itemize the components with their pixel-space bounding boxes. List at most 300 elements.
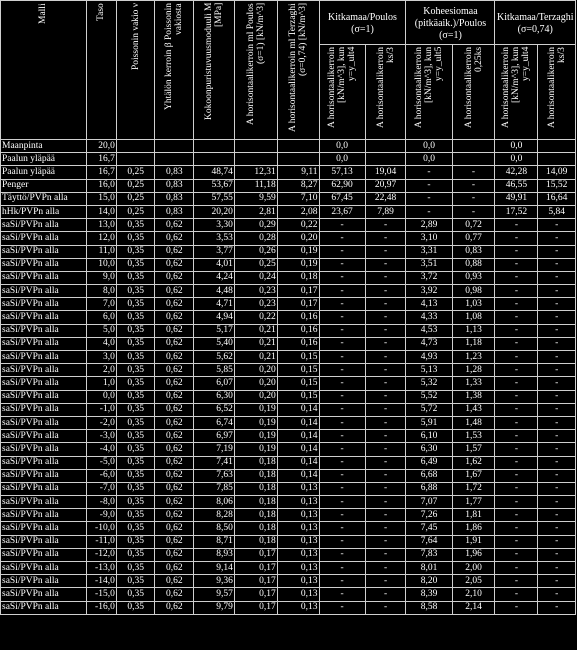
table-cell: 0,35 — [116, 535, 155, 548]
table-cell: saSi/PVPn alla — [1, 522, 87, 535]
table-cell: 0,14 — [277, 443, 319, 456]
table-cell: 2,14 — [452, 601, 495, 614]
table-cell: 0,17 — [234, 548, 277, 561]
table-cell: 4,13 — [406, 298, 452, 311]
table-cell: 1,77 — [452, 496, 495, 509]
table-cell: 0,83 — [155, 166, 194, 179]
table-cell: saSi/PVPn alla — [1, 351, 87, 364]
table-cell: 0,19 — [234, 416, 277, 429]
table-cell: - — [495, 311, 538, 324]
table-cell: 0,62 — [155, 377, 194, 390]
table-cell: 7,85 — [194, 482, 235, 495]
table-cell: 0,72 — [452, 219, 495, 232]
table-cell: 22,48 — [365, 192, 406, 205]
table-cell: - — [319, 548, 365, 561]
table-body — [1, 140, 576, 615]
table-row — [1, 324, 576, 337]
table-cell: 0,62 — [155, 403, 194, 416]
table-cell: 3,53 — [194, 232, 235, 245]
table-cell: 0,62 — [155, 285, 194, 298]
table-cell: 0,62 — [155, 601, 194, 614]
group-kitkamaa-terzaghi: Kitkamaa/Terzaghi (σ=0,74) — [495, 1, 576, 45]
table-cell: 0,35 — [116, 219, 155, 232]
table-cell: - — [495, 601, 538, 614]
table-row — [1, 285, 576, 298]
table-cell: 8,01 — [406, 562, 452, 575]
table-cell: 0,62 — [155, 351, 194, 364]
table-cell: 0,62 — [155, 575, 194, 588]
table-cell: - — [365, 364, 406, 377]
table-cell: saSi/PVPn alla — [1, 588, 87, 601]
table-cell: - — [538, 509, 576, 522]
table-cell: 4,71 — [194, 298, 235, 311]
table-cell: saSi/PVPn alla — [1, 219, 87, 232]
table-cell: 20,20 — [194, 205, 235, 218]
table-cell — [155, 153, 194, 166]
table-row — [1, 245, 576, 258]
table-cell: - — [319, 377, 365, 390]
table-cell: 2,08 — [277, 205, 319, 218]
table-cell: 42,28 — [495, 166, 538, 179]
table-cell: - — [495, 416, 538, 429]
table-cell: 0,62 — [155, 337, 194, 350]
table-cell: 0,18 — [234, 469, 277, 482]
table-cell: 8,20 — [406, 575, 452, 588]
table-row — [1, 258, 576, 271]
table-cell: 15,0 — [86, 192, 116, 205]
table-cell: 1,28 — [452, 364, 495, 377]
table-cell: 0,62 — [155, 535, 194, 548]
table-cell: - — [495, 482, 538, 495]
table-cell: 2,0 — [86, 364, 116, 377]
table-cell: 0,62 — [155, 364, 194, 377]
table-cell: 4,33 — [406, 311, 452, 324]
table-cell: 1,43 — [452, 403, 495, 416]
table-cell: -6,0 — [86, 469, 116, 482]
table-cell: - — [365, 496, 406, 509]
table-cell: - — [365, 482, 406, 495]
table-cell — [194, 140, 235, 153]
table-cell: - — [319, 496, 365, 509]
table-cell: 0,62 — [155, 416, 194, 429]
table-cell: - — [365, 562, 406, 575]
table-cell: 5,72 — [406, 403, 452, 416]
table-cell: - — [495, 271, 538, 284]
table-cell: 3,77 — [194, 245, 235, 258]
table-cell: 1,23 — [452, 351, 495, 364]
table-cell: 0,21 — [234, 324, 277, 337]
table-cell: 11,0 — [86, 245, 116, 258]
table-cell: 0,13 — [277, 522, 319, 535]
table-cell: 3,0 — [86, 351, 116, 364]
table-cell: 0,62 — [155, 443, 194, 456]
table-cell: 0,35 — [116, 298, 155, 311]
table-cell: saSi/PVPn alla — [1, 337, 87, 350]
table-row — [1, 496, 576, 509]
table-cell: 0,35 — [116, 324, 155, 337]
table-row — [1, 377, 576, 390]
table-cell: - — [495, 351, 538, 364]
table-cell: - — [495, 443, 538, 456]
table-cell: saSi/PVPn alla — [1, 430, 87, 443]
table-cell: - — [495, 403, 538, 416]
table-cell: 53,67 — [194, 179, 235, 192]
table-cell: saSi/PVPn alla — [1, 285, 87, 298]
table-cell: hHk/PVPn alla — [1, 205, 87, 218]
table-cell: 0,62 — [155, 496, 194, 509]
table-cell: saSi/PVPn alla — [1, 403, 87, 416]
table-cell: 0,28 — [234, 232, 277, 245]
table-cell: 5,91 — [406, 416, 452, 429]
table-cell: 0,23 — [234, 285, 277, 298]
table-cell: 6,10 — [406, 430, 452, 443]
table-cell: - — [365, 535, 406, 548]
table-cell: 16,64 — [538, 192, 576, 205]
table-cell: - — [365, 416, 406, 429]
table-cell: 3,92 — [406, 285, 452, 298]
table-cell: -14,0 — [86, 575, 116, 588]
table-cell — [452, 153, 495, 166]
table-cell: - — [319, 430, 365, 443]
table-cell — [538, 140, 576, 153]
table-cell: 5,13 — [406, 364, 452, 377]
table-cell: 0,17 — [234, 575, 277, 588]
table-cell: - — [538, 482, 576, 495]
header-g2b: A horisontaalikerroin 0,25ks — [452, 45, 495, 140]
table-cell: 0,16 — [277, 311, 319, 324]
table-cell: 0,21 — [234, 337, 277, 350]
table-cell: - — [538, 377, 576, 390]
table-cell: - — [319, 298, 365, 311]
header-a-terzaghi: A horisontaalikerroin ml Terzaghi (σ=0,74) [kN/m^3] — [277, 1, 319, 140]
table-cell: 0,35 — [116, 232, 155, 245]
table-cell: 6,07 — [194, 377, 235, 390]
table-cell: 0,35 — [116, 522, 155, 535]
table-cell: 8,93 — [194, 548, 235, 561]
table-cell: - — [319, 271, 365, 284]
table-cell: saSi/PVPn alla — [1, 258, 87, 271]
table-cell: 0,35 — [116, 364, 155, 377]
table-cell: 0,17 — [234, 601, 277, 614]
table-cell: - — [365, 509, 406, 522]
table-cell: 0,13 — [277, 509, 319, 522]
table-cell: 0,19 — [277, 245, 319, 258]
table-cell: 0,83 — [155, 205, 194, 218]
table-row — [1, 575, 576, 588]
table-cell: 9,11 — [277, 166, 319, 179]
table-cell: - — [495, 232, 538, 245]
table-cell: - — [365, 232, 406, 245]
table-cell: saSi/PVPn alla — [1, 443, 87, 456]
table-cell: 7,64 — [406, 535, 452, 548]
table-cell: 13,0 — [86, 219, 116, 232]
table-cell: - — [495, 575, 538, 588]
table-cell: 0,13 — [277, 496, 319, 509]
table-cell: - — [319, 535, 365, 548]
table-row — [1, 430, 576, 443]
table-cell: 0,14 — [277, 430, 319, 443]
table-row — [1, 311, 576, 324]
table-cell: 0,19 — [277, 258, 319, 271]
table-cell: - — [495, 469, 538, 482]
table-cell: 6,0 — [86, 311, 116, 324]
table-cell: Paalun yläpää — [1, 166, 87, 179]
table-cell: - — [538, 496, 576, 509]
table-cell — [277, 140, 319, 153]
table-cell: 0,15 — [277, 364, 319, 377]
table-cell: 9,0 — [86, 271, 116, 284]
table-cell: - — [452, 166, 495, 179]
table-cell: - — [538, 469, 576, 482]
table-row — [1, 140, 576, 153]
table-cell: 5,84 — [538, 205, 576, 218]
table-cell: 0,13 — [277, 562, 319, 575]
table-cell: 4,0 — [86, 337, 116, 350]
table-cell: 1,96 — [452, 548, 495, 561]
table-cell: - — [495, 509, 538, 522]
table-cell — [538, 153, 576, 166]
table-cell: 17,52 — [495, 205, 538, 218]
table-cell: 0,13 — [277, 548, 319, 561]
table-cell: 0,0 — [86, 390, 116, 403]
table-cell: 9,14 — [194, 562, 235, 575]
table-cell: saSi/PVPn alla — [1, 482, 87, 495]
table-row — [1, 403, 576, 416]
table-cell: 1,81 — [452, 509, 495, 522]
table-cell: 1,0 — [86, 377, 116, 390]
table-cell: 0,0 — [406, 153, 452, 166]
table-cell: 0,26 — [234, 245, 277, 258]
table-cell: 6,88 — [406, 482, 452, 495]
table-row — [1, 416, 576, 429]
table-cell: -10,0 — [86, 522, 116, 535]
table-cell — [116, 153, 155, 166]
table-cell: - — [538, 351, 576, 364]
table-row — [1, 351, 576, 364]
table-row — [1, 548, 576, 561]
table-cell: 0,18 — [234, 496, 277, 509]
table-cell: - — [319, 509, 365, 522]
table-cell: 0,98 — [452, 285, 495, 298]
table-cell: 0,62 — [155, 509, 194, 522]
table-cell: - — [495, 456, 538, 469]
table-cell: saSi/PVPn alla — [1, 469, 87, 482]
table-cell: 0,23 — [234, 298, 277, 311]
table-cell: 20,0 — [86, 140, 116, 153]
table-cell: 0,0 — [495, 153, 538, 166]
table-cell: 9,59 — [234, 192, 277, 205]
table-cell: 57,13 — [319, 166, 365, 179]
table-cell: 16,0 — [86, 179, 116, 192]
table-cell: -5,0 — [86, 456, 116, 469]
table-cell: - — [495, 548, 538, 561]
table-cell: 3,51 — [406, 258, 452, 271]
table-cell: -12,0 — [86, 548, 116, 561]
table-cell: - — [538, 258, 576, 271]
table-cell: 7,0 — [86, 298, 116, 311]
table-cell: 1,38 — [452, 390, 495, 403]
table-cell: 0,35 — [116, 416, 155, 429]
table-row — [1, 271, 576, 284]
table-cell: - — [495, 337, 538, 350]
table-cell: - — [365, 469, 406, 482]
table-cell: 20,97 — [365, 179, 406, 192]
table-cell — [365, 153, 406, 166]
table-cell: Maanpinta — [1, 140, 87, 153]
table-cell: 0,62 — [155, 271, 194, 284]
table-cell: 9,79 — [194, 601, 235, 614]
table-cell: 0,20 — [234, 390, 277, 403]
table-cell: - — [365, 403, 406, 416]
table-cell: 0,62 — [155, 548, 194, 561]
table-cell: 0,19 — [234, 403, 277, 416]
table-cell: - — [495, 245, 538, 258]
table-cell: - — [538, 311, 576, 324]
table-row — [1, 456, 576, 469]
table-cell: - — [495, 219, 538, 232]
table-cell: - — [319, 258, 365, 271]
table-cell: saSi/PVPn alla — [1, 416, 87, 429]
table-cell — [234, 153, 277, 166]
table-cell: - — [538, 430, 576, 443]
table-cell: saSi/PVPn alla — [1, 311, 87, 324]
table-cell: 5,85 — [194, 364, 235, 377]
table-cell: - — [495, 364, 538, 377]
table-cell: 0,35 — [116, 258, 155, 271]
table-cell: 6,68 — [406, 469, 452, 482]
table-cell: - — [319, 456, 365, 469]
table-cell: 0,21 — [234, 351, 277, 364]
table-cell: - — [495, 390, 538, 403]
table-cell: 0,35 — [116, 509, 155, 522]
table-cell: 1,18 — [452, 337, 495, 350]
table-cell: 0,15 — [277, 390, 319, 403]
table-cell: 0,0 — [319, 140, 365, 153]
table-row — [1, 443, 576, 456]
table-cell: - — [365, 430, 406, 443]
table-cell: 1,57 — [452, 443, 495, 456]
table-cell: 2,05 — [452, 575, 495, 588]
table-cell: 0,35 — [116, 311, 155, 324]
table-cell: 0,18 — [277, 271, 319, 284]
header-malli: Malli — [1, 1, 87, 140]
table-cell: 23,67 — [319, 205, 365, 218]
table-cell: 0,88 — [452, 258, 495, 271]
table-cell: 0,35 — [116, 271, 155, 284]
table-cell: 0,18 — [234, 535, 277, 548]
table-cell: 4,24 — [194, 271, 235, 284]
table-cell: - — [452, 192, 495, 205]
table-cell: - — [319, 364, 365, 377]
table-cell: -7,0 — [86, 482, 116, 495]
table-cell: 3,31 — [406, 245, 452, 258]
table-cell: 19,04 — [365, 166, 406, 179]
table-cell: 0,25 — [116, 179, 155, 192]
table-cell: - — [319, 416, 365, 429]
table-cell: - — [538, 575, 576, 588]
table-cell: 4,53 — [406, 324, 452, 337]
table-cell: 0,35 — [116, 456, 155, 469]
table-cell: 5,40 — [194, 337, 235, 350]
table-cell: 0,35 — [116, 482, 155, 495]
table-cell: - — [495, 285, 538, 298]
table-cell: 15,52 — [538, 179, 576, 192]
header-poisson: Poissonin vakio ν — [116, 1, 155, 140]
table-cell: 0,35 — [116, 377, 155, 390]
table-cell: 8,28 — [194, 509, 235, 522]
table-cell: - — [406, 166, 452, 179]
table-cell: 0,17 — [234, 588, 277, 601]
table-cell: 0,20 — [234, 364, 277, 377]
table-cell: 0,35 — [116, 403, 155, 416]
table-cell: 0,83 — [452, 245, 495, 258]
table-cell: 9,36 — [194, 575, 235, 588]
table-cell: - — [319, 403, 365, 416]
table-cell: saSi/PVPn alla — [1, 271, 87, 284]
table-cell: - — [319, 482, 365, 495]
table-row — [1, 192, 576, 205]
table-cell: 7,63 — [194, 469, 235, 482]
table-cell: 6,30 — [194, 390, 235, 403]
table-cell: - — [538, 416, 576, 429]
table-cell: 12,0 — [86, 232, 116, 245]
table-cell: 6,74 — [194, 416, 235, 429]
table-cell: 2,89 — [406, 219, 452, 232]
table-cell: 0,0 — [495, 140, 538, 153]
table-cell: 62,90 — [319, 179, 365, 192]
table-cell: 0,18 — [234, 509, 277, 522]
table-cell: - — [365, 522, 406, 535]
table-cell: - — [365, 298, 406, 311]
table-cell: 0,62 — [155, 522, 194, 535]
table-cell: saSi/PVPn alla — [1, 298, 87, 311]
table-cell: 0,35 — [116, 588, 155, 601]
table-cell: - — [538, 364, 576, 377]
header-g1a: A horisontaalikerroin [kN/m^3], kun y=y_ult4 — [319, 45, 365, 140]
table-cell: -1,0 — [86, 403, 116, 416]
table-cell: 0,35 — [116, 469, 155, 482]
table-cell: saSi/PVPn alla — [1, 377, 87, 390]
table-cell: 0,62 — [155, 219, 194, 232]
table-cell: 0,62 — [155, 245, 194, 258]
table-cell — [234, 140, 277, 153]
table-cell: - — [319, 575, 365, 588]
table-cell: 5,0 — [86, 324, 116, 337]
table-cell: - — [538, 562, 576, 575]
table-cell: 3,72 — [406, 271, 452, 284]
table-cell: 1,08 — [452, 311, 495, 324]
table-cell — [194, 153, 235, 166]
header-g2a: A horisontaalikerroin [kN/m^3], kun y=y_ult5 — [406, 45, 452, 140]
table-cell: 0,35 — [116, 496, 155, 509]
table-row — [1, 179, 576, 192]
table-cell: - — [538, 548, 576, 561]
table-cell: - — [365, 456, 406, 469]
table-cell: saSi/PVPn alla — [1, 245, 87, 258]
table-cell: 0,62 — [155, 232, 194, 245]
table-cell: 0,14 — [277, 469, 319, 482]
table-cell: 0,18 — [234, 522, 277, 535]
table-cell: 0,35 — [116, 245, 155, 258]
table-row — [1, 364, 576, 377]
table-cell: - — [495, 430, 538, 443]
table-cell: - — [452, 179, 495, 192]
table-cell: 0,35 — [116, 285, 155, 298]
table-cell: -9,0 — [86, 509, 116, 522]
table-cell: 4,93 — [406, 351, 452, 364]
table-row — [1, 482, 576, 495]
table-cell: 0,62 — [155, 456, 194, 469]
